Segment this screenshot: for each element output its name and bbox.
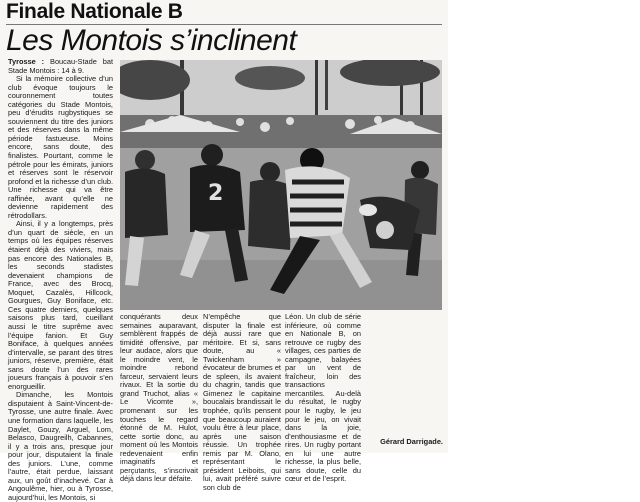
body-column: N’empêche que disputer la finale est déjà aussi rare que méritoire. Et si, sans doute, au « Twickenham » évocateur de brumes et de spleen, ils avaient du chagrin, tandis que Gimenez le capitaine boucalais brandissait le trophée, qu’ils pensent que beaucoup auraient voulu être à leur place, après une saison réussie. Un trophée remis par M. Olano, représentant le président Leiboits, qui lui, avait préféré suivre son club de	[203, 312, 281, 492]
lead-paragraph	[8, 58, 113, 75]
left-column	[8, 58, 113, 502]
section-kicker: Finale Nationale B	[6, 0, 183, 23]
body-paragraph: Ainsi, il y a longtemps, près d’un quart de siècle, en un temps où les équipes réserves étaient déjà des viviers, mais pas encore des Nationales B, les seconds stadistes devenaient champions de France, avec des Brocq, Moquet, Cazalès, Hillcock, Gourgues, Guy Boniface, etc. Ces quatre derniers, quelques saisons plus tard, cueillant aussi le titre suprême avec l’équipe fanion. Et Guy Boniface, à quelques années d’intervalle, se parant des titres juniors, réserve, première, était sans doute l’un des rares joueurs français à pouvoir s’en enorgueillir.	[8, 219, 113, 391]
body-column: conquérants deux semaines auparavant, semblèrent frappés de timidité offensive, par leur audace, alors que le moindre vent, le moindre rebond farceur, servaient leurs rivaux. Et la sortie du grand Truchot, alias « Le Vicomte », promenant sur les touches le regard étonné de M. Hulot, cette sortie donc, au moment où les Montois redevenaient enfin imaginatifs et perçutants, s’inscrivait déjà dans leur défaite.	[120, 312, 198, 484]
dateline: Tyrosse :	[8, 57, 45, 66]
author-byline: Gérard Darrigade.	[380, 437, 443, 446]
body-paragraph: Dimanche, les Montois disputaient à Saint-Vincent-de-Tyrosse, une autre finale. Avec une formation dans laquelle, les Daylet, Gouzy, Arguel, Lom, Belasco, Daugreilh, Cabannes, il y a trois ans, presque jour pour jour, disputaient la finale des juniors. L’une, comme l’autre, était perdue, laissant aux, un goût d’inachevé. Car à Angoulême, hier, ou à Tyrosse, aujourd’hui, les Montois, si	[8, 390, 113, 502]
headline: Les Montois s’inclinent	[6, 24, 297, 57]
match-result: Boucau-Stade bat Stade Montois : 14 à 9.	[8, 57, 114, 75]
body-column: Léon. Un club de série inférieure, où comme en Nationale B, on retrouve ce rugby des villages, ces parties de campagne, balayées par un vent de fraîcheur, loin des transactions mercantiles. Au-delà du résultat, le rugby pour le rugby, le jeu pour le jeu, on vivait dans la joie, d’enthousiasme et de rires. Un rugby portant en lui une autre richesse, la plus belle, sans doute, celle du cœur et de l’esprit.	[285, 312, 361, 484]
svg-text:2: 2	[208, 181, 224, 206]
body-paragraph: Si la mémoire collective d’un club évoque toujours le couronnement toutes catégories du Stade Montois, peu d’érudits rugbystiques se souviennent du titre des juniors et des réserves dans la même période fastueuse. Moins encore, sans doute, des finalistes. Pourtant, comme le pétrole pour les émirats, juniors et réserves sont le réservoir profond et la richesse d’un club. Une richesse qui va être raffinée, avant qu’elle ne devienne rapidement des rétrodollars.	[8, 74, 113, 220]
rugby-match-photo	[120, 60, 442, 310]
